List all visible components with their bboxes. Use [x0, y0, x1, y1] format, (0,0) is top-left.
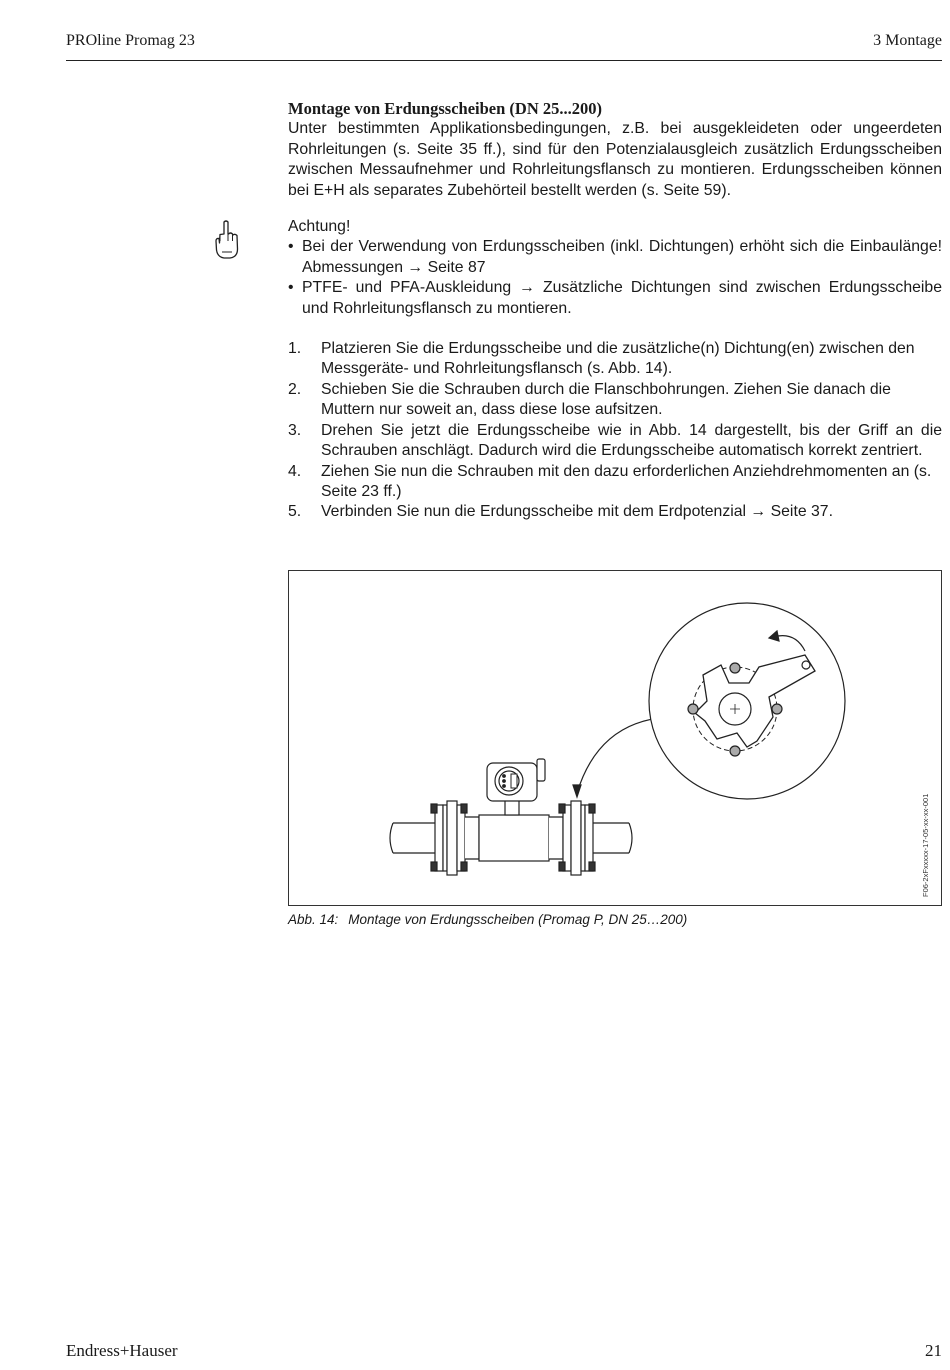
warning-bullet — [288, 278, 942, 319]
footer-page-number: 21 — [925, 1341, 942, 1360]
page-reference: Seite 87 — [423, 258, 486, 276]
pipe-right — [589, 823, 629, 853]
step-item — [288, 502, 942, 522]
step-text: Ziehen Sie nun die Schrauben mit den dazu erforderlichen Anziehdrehmomenten an (s. Seite 23 ff.) — [321, 462, 932, 500]
step-number: 3. — [288, 421, 302, 439]
pointing-hand-icon — [212, 219, 240, 261]
caption-label: Abb. 14: — [288, 912, 339, 927]
figure-frame — [288, 570, 942, 906]
figure-code-text: F06-2xFxxxxx-17-05-xx-xx-001 — [921, 793, 930, 897]
step-number: 2. — [288, 380, 302, 398]
step-text: Platzieren Sie die Erdungsscheibe und die zusätzliche(n) Dichtung(en) zwischen den Messgeräte- und Rohrleitungsflansch (s. Abb. 14). — [321, 340, 915, 378]
step-item — [288, 380, 942, 421]
caption-text: Montage von Erdungsscheiben (Promag P, DN 25…200) — [348, 912, 688, 927]
pipe-left — [393, 823, 435, 853]
arrow-icon: → — [750, 503, 767, 521]
step-item — [288, 339, 942, 380]
page-reference: Seite 37. — [766, 503, 833, 521]
bullet-dot: • — [288, 279, 294, 297]
step-text: Verbinden Sie nun die Erdungsscheibe mit dem Erdpotenzial — [321, 503, 751, 521]
figure-caption — [288, 912, 687, 927]
bullet-text: PTFE- und PFA-Auskleidung — [302, 279, 520, 297]
footer-brand: Endress+Hauser — [66, 1341, 178, 1360]
bullet-text: Bei der Verwendung von Erdungsscheiben (inkl. Dichtungen) erhöht sich die Einbaulänge! Abmessungen — [302, 238, 942, 276]
step-number: 5. — [288, 503, 302, 521]
warning-title: Achtung! — [288, 218, 351, 236]
grounding-disc-illustration — [289, 571, 941, 905]
step-item — [288, 462, 942, 503]
header-chapter: 3 Montage — [873, 32, 942, 49]
intro-paragraph: Unter bestimmten Applikationsbedingungen, z.B. bei ausgekleideten oder ungeerdeten Rohrleitungen (s. Seite 35 ff.), sind für den Potenzialausgleich zusätzlich Erdungsscheiben zwischen Messaufnehmer und Rohrleitungsflansch zu montieren. Erdungsscheiben können bei E+H als separates Zubehörteil bestellt werden (s. Seite 59). — [288, 120, 942, 199]
bullet-dot: • — [288, 238, 294, 256]
section-title: Montage von Erdungsscheiben (DN 25...200) — [288, 99, 602, 118]
step-number: 1. — [288, 340, 302, 358]
warning-block — [288, 217, 942, 319]
step-text: Schieben Sie die Schrauben durch die Flanschbohrungen. Ziehen Sie danach die Muttern nur soweit an, dass diese lose aufsitzen. — [321, 380, 891, 419]
step-item — [288, 421, 942, 462]
header-document-title: PROline Promag 23 — [66, 32, 195, 49]
arrow-icon: → — [407, 258, 424, 276]
step-list — [288, 339, 942, 523]
step-number: 4. — [288, 462, 302, 480]
bullet-text: Zusätzliche Dichtungen sind zwischen Erdungsscheibe und Rohrleitungsflansch zu montieren. — [302, 279, 942, 317]
header-rule — [66, 60, 942, 61]
step-text: Drehen Sie jetzt die Erdungsscheibe wie in Abb. 14 dargestellt, bis der Griff an die Schrauben anschlägt. Dadurch wird die Erdungsscheibe automatisch korrekt zentriert. — [321, 421, 942, 460]
warning-bullet — [288, 237, 942, 278]
arrow-icon: → — [519, 279, 535, 297]
